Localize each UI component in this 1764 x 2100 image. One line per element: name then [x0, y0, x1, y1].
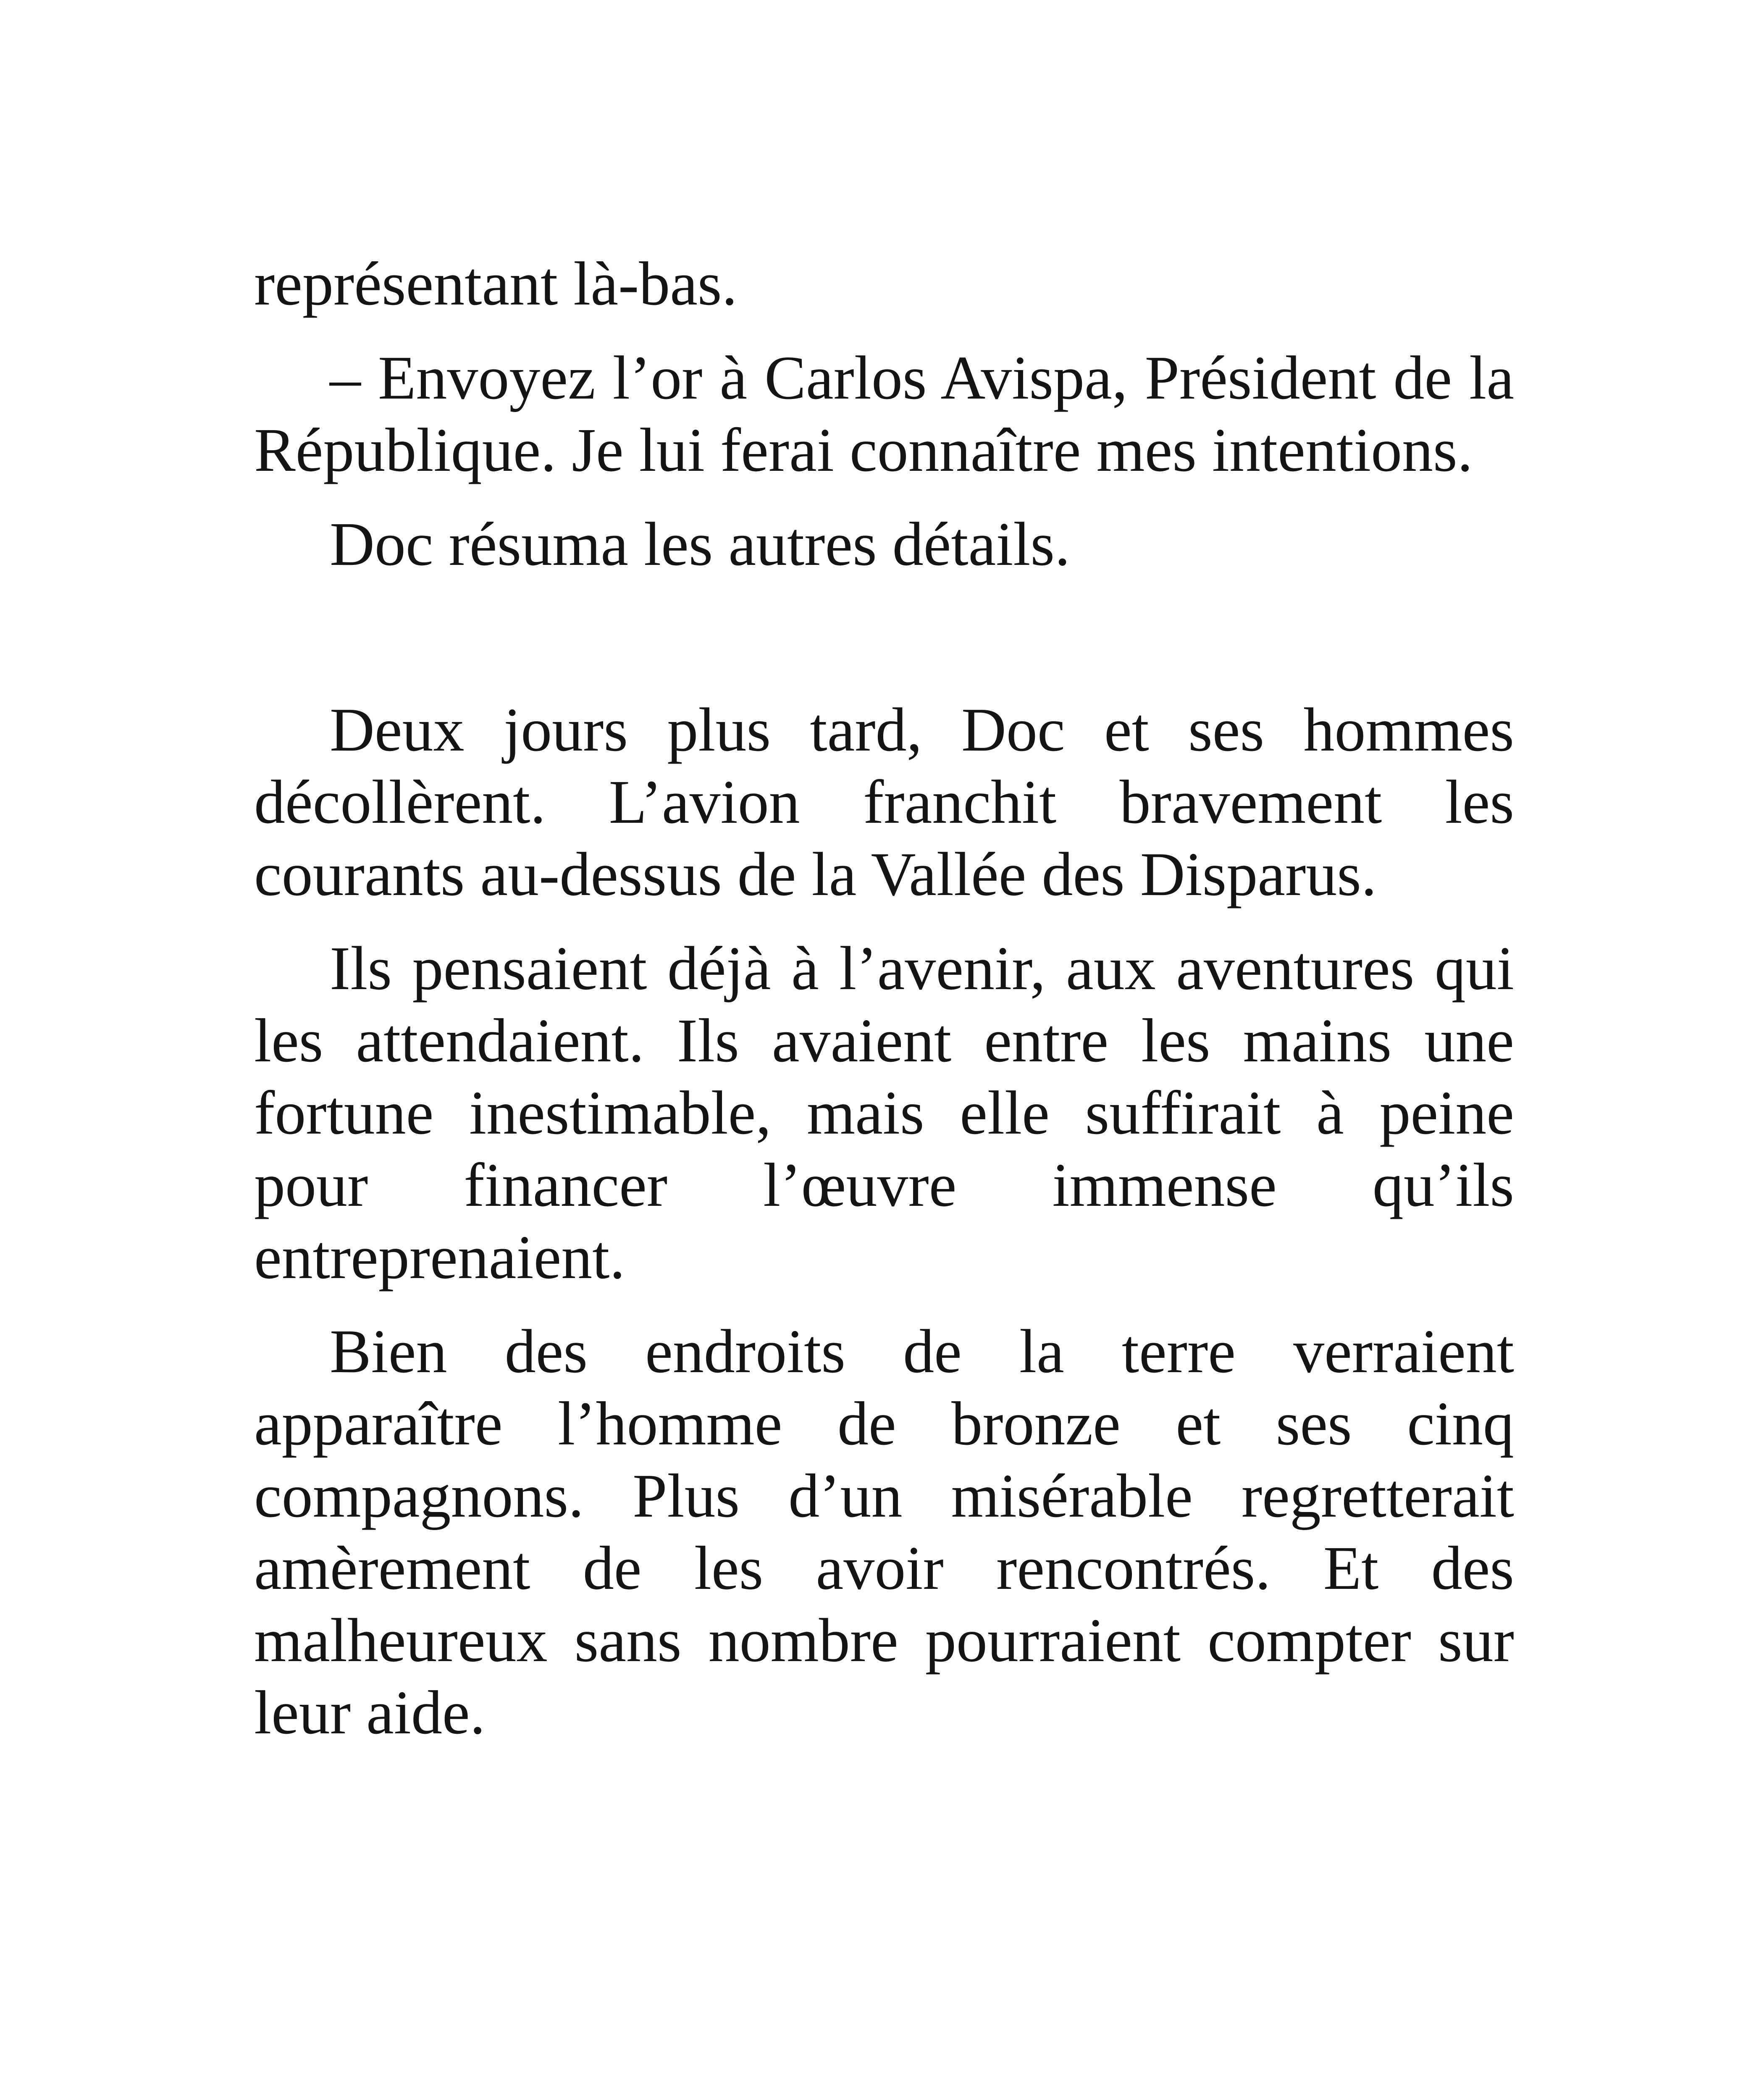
page-body-text	[254, 248, 1514, 1771]
paragraph-3: Doc résuma les autres détails.	[330, 510, 1071, 579]
paragraph-1: représentant là-bas.	[254, 249, 738, 318]
paragraph-2: – Envoyez l’or à Carlos Avispa, Président de la République. Je lui ferai connaître mes intentions.	[254, 344, 1514, 485]
paragraph-6: Bien des endroits de la terre verraient apparaître l’homme de bronze et ses cinq compagnons. Plus d’un misérable regretterait amèrement de les avoir rencontrés. Et des malheureux sans nombre pourraient compter sur leur aide.	[254, 1317, 1514, 1747]
paragraph-4: Deux jours plus tard, Doc et ses hommes décollèrent. L’avion franchit bravement les courants au-dessus de la Vallée des Disparus.	[254, 696, 1514, 909]
paragraph-5: Ils pensaient déjà à l’avenir, aux aventures qui les attendaient. Ils avaient entre les mains une fortune inestimable, mais elle suffirait à peine pour financer l’œuvre immense qu’ils entreprenaient.	[254, 934, 1514, 1292]
